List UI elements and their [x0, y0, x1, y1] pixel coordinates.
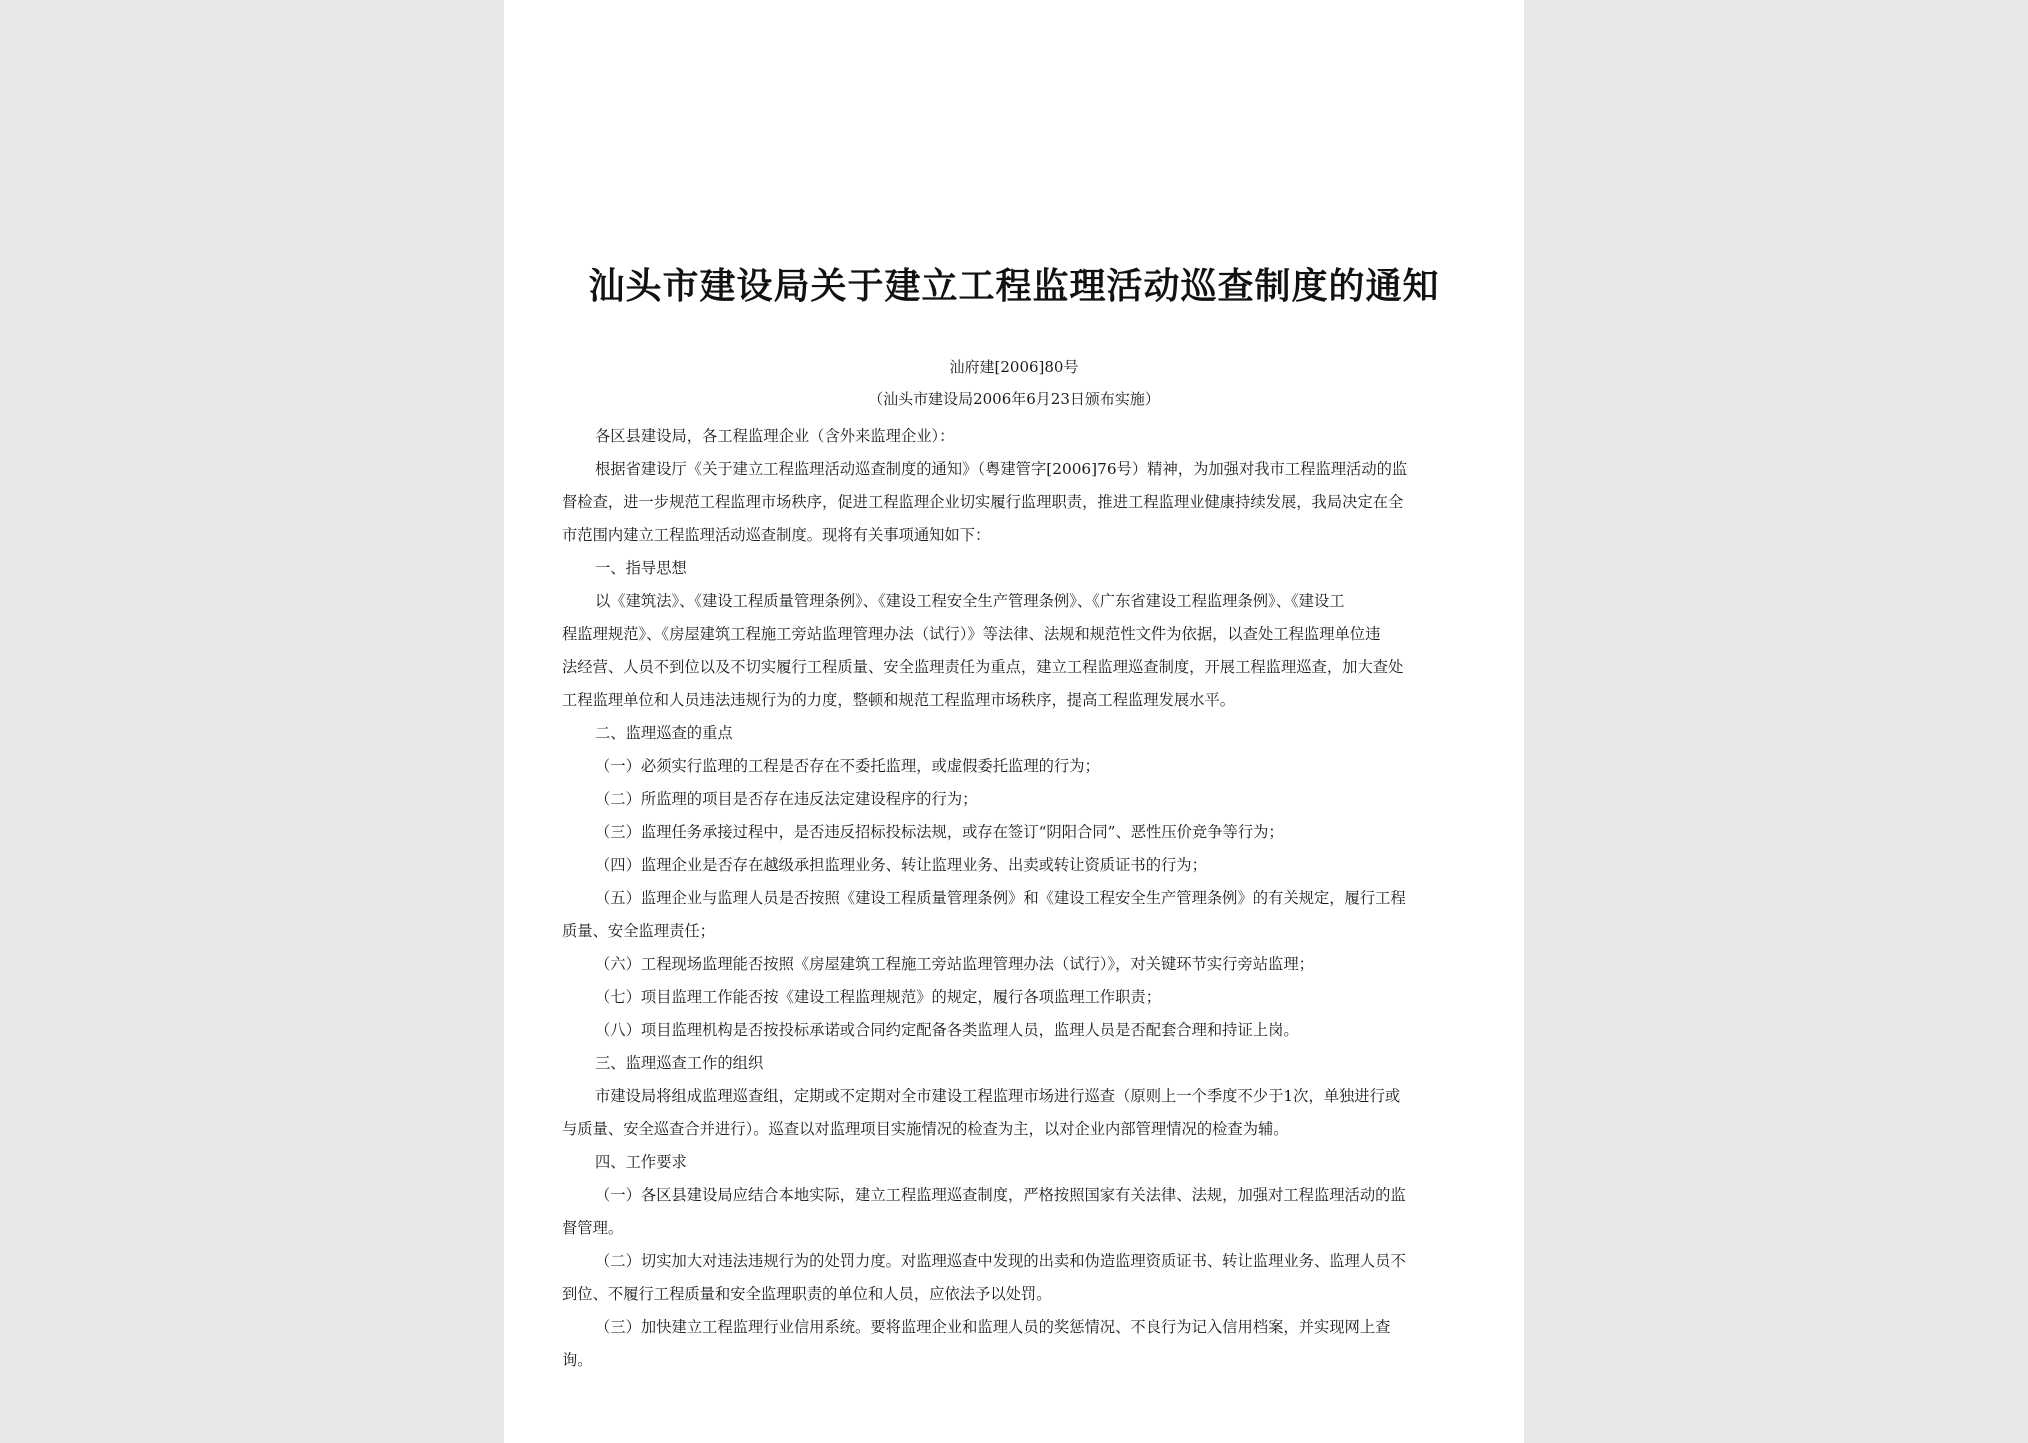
- paragraph-line: 督管理。: [562, 1219, 624, 1237]
- section-heading: 四、工作要求: [595, 1153, 687, 1171]
- paragraph-line: 市范围内建立工程监理活动巡查制度。现将有关事项通知如下：: [562, 526, 991, 544]
- document-page: [504, 0, 1524, 1443]
- list-item: （三）加快建立工程监理行业信用系统。要将监理企业和监理人员的奖惩情况、不良行为记入信用档案，并实现网上查: [595, 1318, 1391, 1336]
- paragraph-line: 询。: [562, 1351, 593, 1369]
- issue-note: （汕头市建设局2006年6月23日颁布实施）: [868, 390, 1160, 408]
- paragraph-line: 与质量、安全巡查合并进行）。巡查以对监理项目实施情况的检查为主，以对企业内部管理情况的检查为辅。: [562, 1120, 1289, 1138]
- paragraph-line: 质量、安全监理责任；: [562, 922, 715, 940]
- section-heading: 一、指导思想: [595, 559, 687, 577]
- paragraph-line: 根据省建设厅《关于建立工程监理活动巡查制度的通知》（粤建管字[2006]76号）精神，为加强对我市工程监理活动的监: [595, 460, 1408, 478]
- list-item: （二）切实加大对违法违规行为的处罚力度。对监理巡查中发现的出卖和伪造监理资质证书、转让监理业务、监理人员不: [595, 1252, 1406, 1270]
- list-item: （四）监理企业是否存在越级承担监理业务、转让监理业务、出卖或转让资质证书的行为；: [595, 856, 1207, 874]
- list-item: （七）项目监理工作能否按《建设工程监理规范》的规定，履行各项监理工作职责；: [595, 988, 1161, 1006]
- list-item: （五）监理企业与监理人员是否按照《建设工程质量管理条例》和《建设工程安全生产管理条例》的有关规定，履行工程: [595, 889, 1406, 907]
- document-title: 汕头市建设局关于建立工程监理活动巡查制度的通知: [588, 266, 1440, 307]
- paragraph-line: 工程监理单位和人员违法违规行为的力度，整顿和规范工程监理市场秩序，提高工程监理发展水平。: [562, 691, 1236, 709]
- section-heading: 三、监理巡查工作的组织: [595, 1054, 764, 1072]
- list-item: （一）各区县建设局应结合本地实际，建立工程监理巡查制度，严格按照国家有关法律、法规，加强对工程监理活动的监: [595, 1186, 1406, 1204]
- list-item: （三）监理任务承接过程中，是否违反招标投标法规，或存在签订“阴阳合同”、恶性压价竞争等行为；: [595, 823, 1284, 841]
- list-item: （六）工程现场监理能否按照《房屋建筑工程施工旁站监理管理办法（试行）》，对关键环节实行旁站监理；: [595, 955, 1314, 973]
- section-heading: 二、监理巡查的重点: [595, 724, 733, 742]
- salutation: 各区县建设局，各工程监理企业（含外来监理企业）：: [595, 427, 955, 445]
- document-number: 汕府建[2006]80号: [949, 358, 1079, 376]
- list-item: （二）所监理的项目是否存在违反法定建设程序的行为；: [595, 790, 978, 808]
- list-item: （八）项目监理机构是否按投标承诺或合同约定配备各类监理人员，监理人员是否配套合理和持证上岗。: [595, 1021, 1299, 1039]
- paragraph-line: 督检查，进一步规范工程监理市场秩序，促进工程监理企业切实履行监理职责，推进工程监理业健康持续发展，我局决定在全: [562, 493, 1404, 511]
- paragraph-line: 法经营、人员不到位以及不切实履行工程质量、安全监理责任为重点，建立工程监理巡查制度，开展工程监理巡查，加大查处: [562, 658, 1404, 676]
- paragraph-line: 市建设局将组成监理巡查组，定期或不定期对全市建设工程监理市场进行巡查（原则上一个季度不少于1次，单独进行或: [595, 1087, 1401, 1105]
- list-item: （一）必须实行监理的工程是否存在不委托监理，或虚假委托监理的行为；: [595, 757, 1100, 775]
- document-body: [562, 420, 1467, 1377]
- paragraph-line: 到位、不履行工程质量和安全监理职责的单位和人员，应依法予以处罚。: [562, 1285, 1052, 1303]
- paragraph-line: 程监理规范》、《房屋建筑工程施工旁站监理管理办法（试行）》等法律、法规和规范性文件为依据，以查处工程监理单位违: [562, 625, 1381, 643]
- paragraph-line: 以《建筑法》、《建设工程质量管理条例》、《建设工程安全生产管理条例》、《广东省建设工程监理条例》、《建设工: [595, 592, 1345, 610]
